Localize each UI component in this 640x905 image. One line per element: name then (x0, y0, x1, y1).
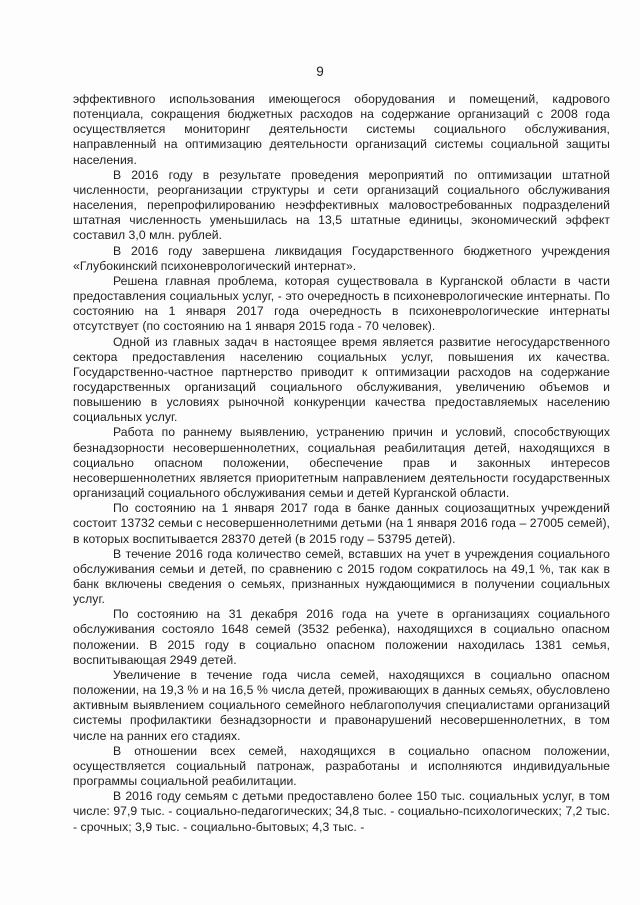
paragraph: В 2016 году в результате проведения мероприятий по оптимизации штатной численности, реорганизации структуры и сети организаций социального обслуживания населения, перепрофилированию неэффективных маловостребованных подразделений штатная численность уменьшилась на 13,5 штатные единицы, экономический эффект составил 3,0 млн. рублей. (73, 167, 610, 243)
paragraph: В 2016 году семьям с детьми предоставлено более 150 тыс. социальных услуг, в том числе: 97,9 тыс. - социально-педагогических; 34,8 тыс. - социально-психологических; 7,2 тыс. - срочных; 3,9 тыс. - социально-бытовых; 4,3 тыс. - (73, 789, 610, 834)
paragraph: По состоянию на 1 января 2017 года в банке данных социозащитных учреждений состоит 13732 семьи с несовершеннолетними детьми (на 1 января 2016 года – 27005 семей), в которых воспитывается 28370 детей (в 2015 году – 53795 детей). (73, 501, 610, 546)
paragraph: В 2016 году завершена ликвидация Государственного бюджетного учреждения «Глубокинский психоневрологический интернат». (73, 243, 610, 273)
paragraph: По состоянию на 31 декабря 2016 года на учете в организациях социального обслуживания состояло 1648 семей (3532 ребенка), находящихся в социально опасном положении. В 2015 году в социально опасном положении находилась 1381 семья, воспитывающая 2949 детей. (73, 607, 610, 667)
paragraph: Увеличение в течение года числа семей, находящихся в социально опасном положении, на 19,3 % и на 16,5 % числа детей, проживающих в данных семьях, обусловлено активным выявлением социального семейного неблагополучия специалистами организаций системы профилактики безнадзорности и правонарушений несовершеннолетних, в том числе на ранних его стадиях. (73, 667, 610, 743)
paragraph: эффективного использования имеющегося оборудования и помещений, кадрового потенциала, сокращения бюджетных расходов на содержание организаций с 2008 года осуществляется мониторинг деятельности системы социального обслуживания, направленный на оптимизацию деятельности организаций системы социальной защиты населения. (73, 92, 610, 167)
paragraph: Одной из главных задач в настоящее время является развитие негосударственного сектора предоставления населению социальных услуг, повышения их качества. Государственно-частное партнерство приводит к оптимизации расходов на содержание государственных организаций социального обслуживания, увеличению объемов и повышению в условиях рыночной конкуренции качества предоставляемых населению социальных услуг. (73, 334, 610, 425)
document-body (73, 92, 610, 835)
paragraph: В течение 2016 года количество семей, вставших на учет в учреждения социального обслуживания семьи и детей, по сравнению с 2015 годом сократилось на 49,1 %, так как в банк включены сведения о семьях, признанных нуждающимися в получении социальных услуг. (73, 546, 610, 607)
page-number: 9 (316, 64, 324, 79)
paragraph: В отношении всех семей, находящихся в социально опасном положении, осуществляется социальный патронаж, разработаны и исполняются индивидуальные программы социальной реабилитации. (73, 743, 610, 789)
paragraph: Работа по раннему выявлению, устранению причин и условий, способствующих безнадзорности несовершеннолетних, социальная реабилитация детей, находящихся в социально опасном положении, обеспечение прав и законных интересов несовершеннолетних является приоритетным направлением деятельности государственных организаций социального обслуживания семьи и детей Курганской области. (73, 425, 610, 501)
paragraph: Решена главная проблема, которая существовала в Курганской области в части предоставления социальных услуг, - это очередность в психоневрологические интернаты. По состоянию на 1 января 2017 года очередность в психоневрологические интернаты отсутствует (по состоянию на 1 января 2015 года - 70 человек). (73, 273, 610, 334)
